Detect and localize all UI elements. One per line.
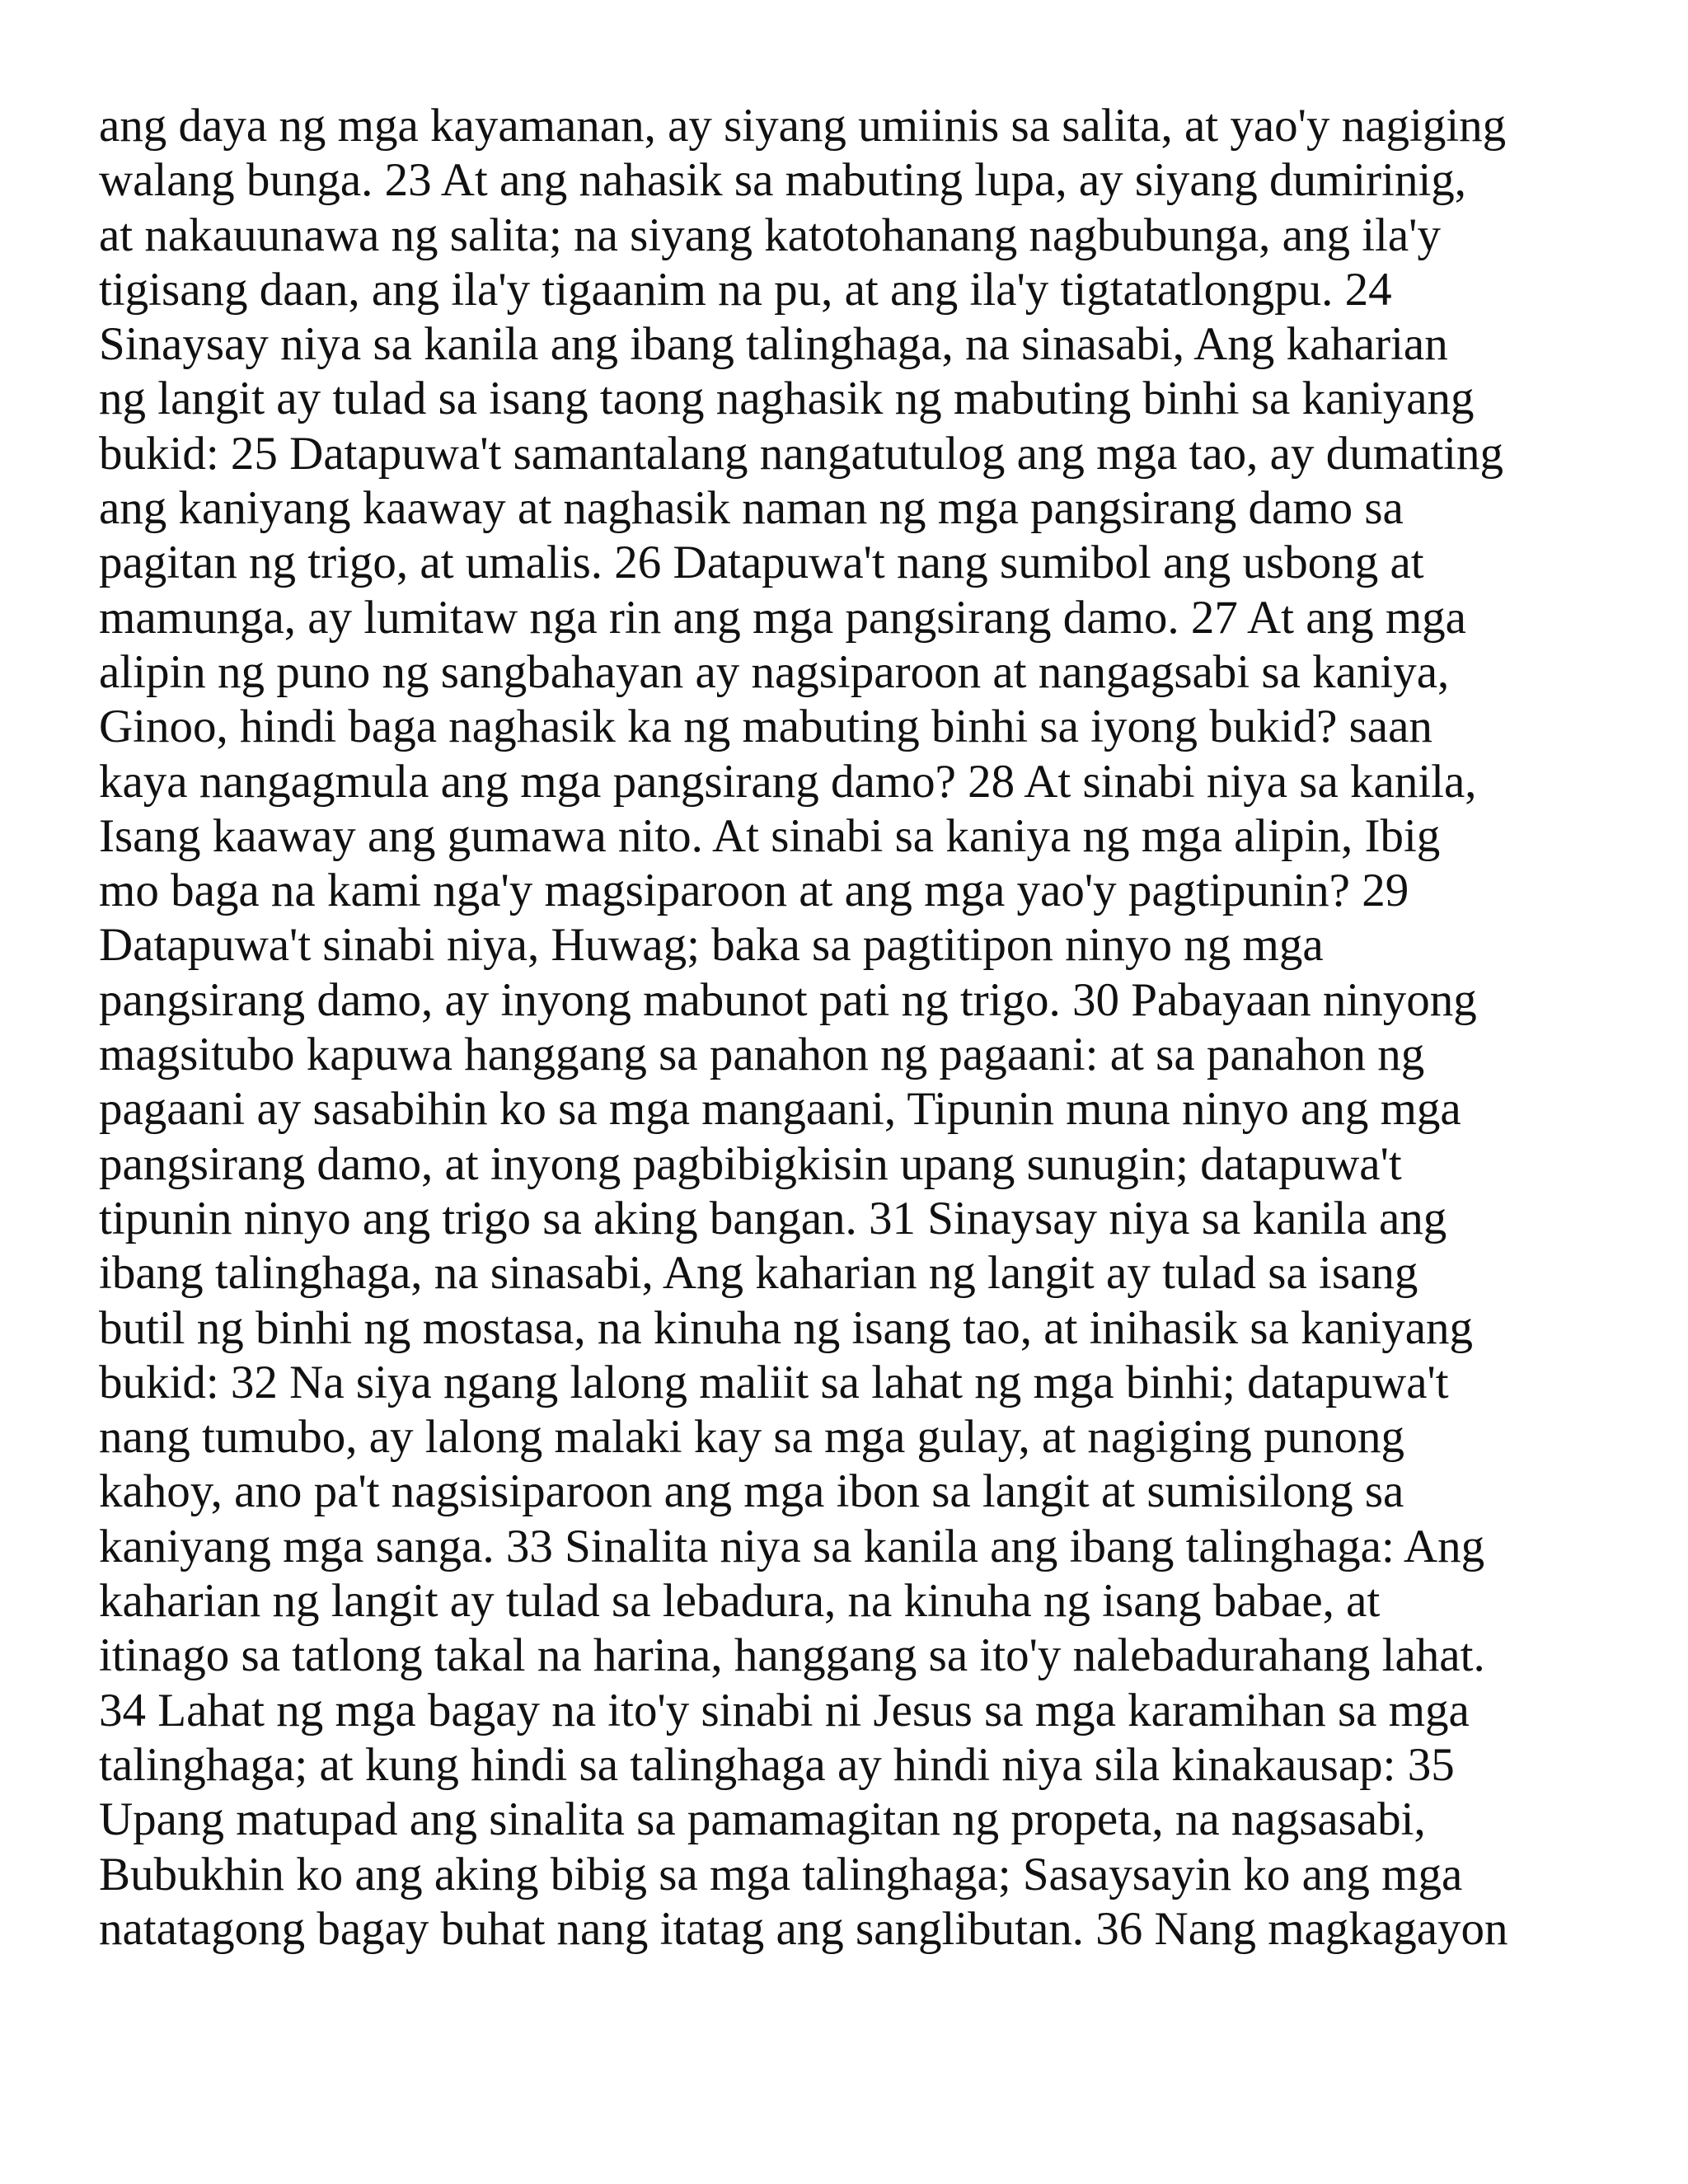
text-line: magsitubo kapuwa hanggang sa panahon ng pagaani: at sa panahon ng bbox=[99, 1029, 1425, 1081]
text-line: Bubukhin ko ang aking bibig sa mga talinghaga; Sasaysayin ko ang mga bbox=[99, 1848, 1463, 1900]
text-line: walang bunga. 23 At ang nahasik sa mabuting lupa, ay siyang dumirinig, bbox=[99, 154, 1467, 207]
text-line: tipunin ninyo ang trigo sa aking bangan. 31 Sinaysay niya sa kanila ang bbox=[99, 1192, 1447, 1244]
text-line: ibang talinghaga, na sinasabi, Ang kaharian ng langit ay tulad sa isang bbox=[99, 1247, 1418, 1300]
text-line: Ginoo, hindi baga naghasik ka ng mabuting binhi sa iyong bukid? saan bbox=[99, 701, 1432, 753]
text-line: 34 Lahat ng mga bagay na ito'y sinabi ni Jesus sa mga karamihan sa mga bbox=[99, 1684, 1470, 1736]
text-line: Upang matupad ang sinalita sa pamamagitan ng propeta, na nagsasabi, bbox=[99, 1793, 1426, 1846]
text-line: tigisang daan, ang ila'y tigaanim na pu, at ang ila'y tigtatatlongpu. 24 bbox=[99, 263, 1392, 316]
text-line: alipin ng puno ng sangbahayan ay nagsiparoon at nangagsabi sa kaniya, bbox=[99, 645, 1450, 698]
text-line: bukid: 32 Na siya ngang lalong maliit sa lahat ng mga binhi; datapuwa't bbox=[99, 1356, 1449, 1408]
text-line: kaharian ng langit ay tulad sa lebadura, na kinuha ng isang babae, at bbox=[99, 1575, 1381, 1628]
text-line: pangsirang damo, ay inyong mabunot pati ng trigo. 30 Pabayaan ninyong bbox=[99, 973, 1477, 1026]
text-line: natatagong bagay buhat nang itatag ang sanglibutan. 36 Nang magkagayon bbox=[99, 1902, 1508, 1955]
text-line: kaya nangagmula ang mga pangsirang damo? 28 At sinabi niya sa kanila, bbox=[99, 755, 1477, 808]
text-line: ng langit ay tulad sa isang taong naghasik ng mabuting binhi sa kaniyang bbox=[99, 373, 1475, 425]
text-line: nang tumubo, ay lalong malaki kay sa mga gulay, at nagiging punong bbox=[99, 1411, 1405, 1464]
text-line: pangsirang damo, at inyong pagbibigkisin upang sunugin; datapuwa't bbox=[99, 1137, 1402, 1190]
text-line: pagitan ng trigo, at umalis. 26 Datapuwa't nang sumibol ang usbong at bbox=[99, 537, 1424, 589]
body-text bbox=[99, 99, 1607, 1957]
text-line: Isang kaaway ang gumawa nito. At sinabi sa kaniya ng mga alipin, Ibig bbox=[99, 809, 1441, 862]
text-line: Sinaysay niya sa kanila ang ibang talinghaga, na sinasabi, Ang kaharian bbox=[99, 318, 1448, 371]
text-line: mamunga, ay lumitaw nga rin ang mga pangsirang damo. 27 At ang mga bbox=[99, 591, 1466, 644]
text-line: kahoy, ano pa't nagsisiparoon ang mga ibon sa langit at sumisilong sa bbox=[99, 1465, 1404, 1518]
text-line: talinghaga; at kung hindi sa talinghaga ay hindi niya sila kinakausap: 35 bbox=[99, 1738, 1455, 1791]
text-line: butil ng binhi ng mostasa, na kinuha ng isang tao, at inihasik sa kaniyang bbox=[99, 1301, 1473, 1354]
text-line: mo baga na kami nga'y magsiparoon at ang mga yao'y pagtipunin? 29 bbox=[99, 865, 1409, 917]
text-line: itinago sa tatlong takal na harina, hanggang sa ito'y nalebadurahang lahat. bbox=[99, 1629, 1485, 1682]
text-line: at nakauunawa ng salita; na siyang katotohanang nagbubunga, ang ila'y bbox=[99, 209, 1441, 261]
text-line: pagaani ay sasabihin ko sa mga mangaani, Tipunin muna ninyo ang mga bbox=[99, 1083, 1461, 1136]
text-line: ang daya ng mga kayamanan, ay siyang umiinis sa salita, at yao'y nagiging bbox=[99, 100, 1507, 152]
text-line: ang kaniyang kaaway at naghasik naman ng mga pangsirang damo sa bbox=[99, 482, 1404, 535]
text-line: kaniyang mga sanga. 33 Sinalita niya sa kanila ang ibang talinghaga: Ang bbox=[99, 1520, 1485, 1572]
text-line: bukid: 25 Datapuwa't samantalang nangatutulog ang mga tao, ay dumating bbox=[99, 427, 1504, 480]
text-line: Datapuwa't sinabi niya, Huwag; baka sa pagtitipon ninyo ng mga bbox=[99, 919, 1324, 972]
